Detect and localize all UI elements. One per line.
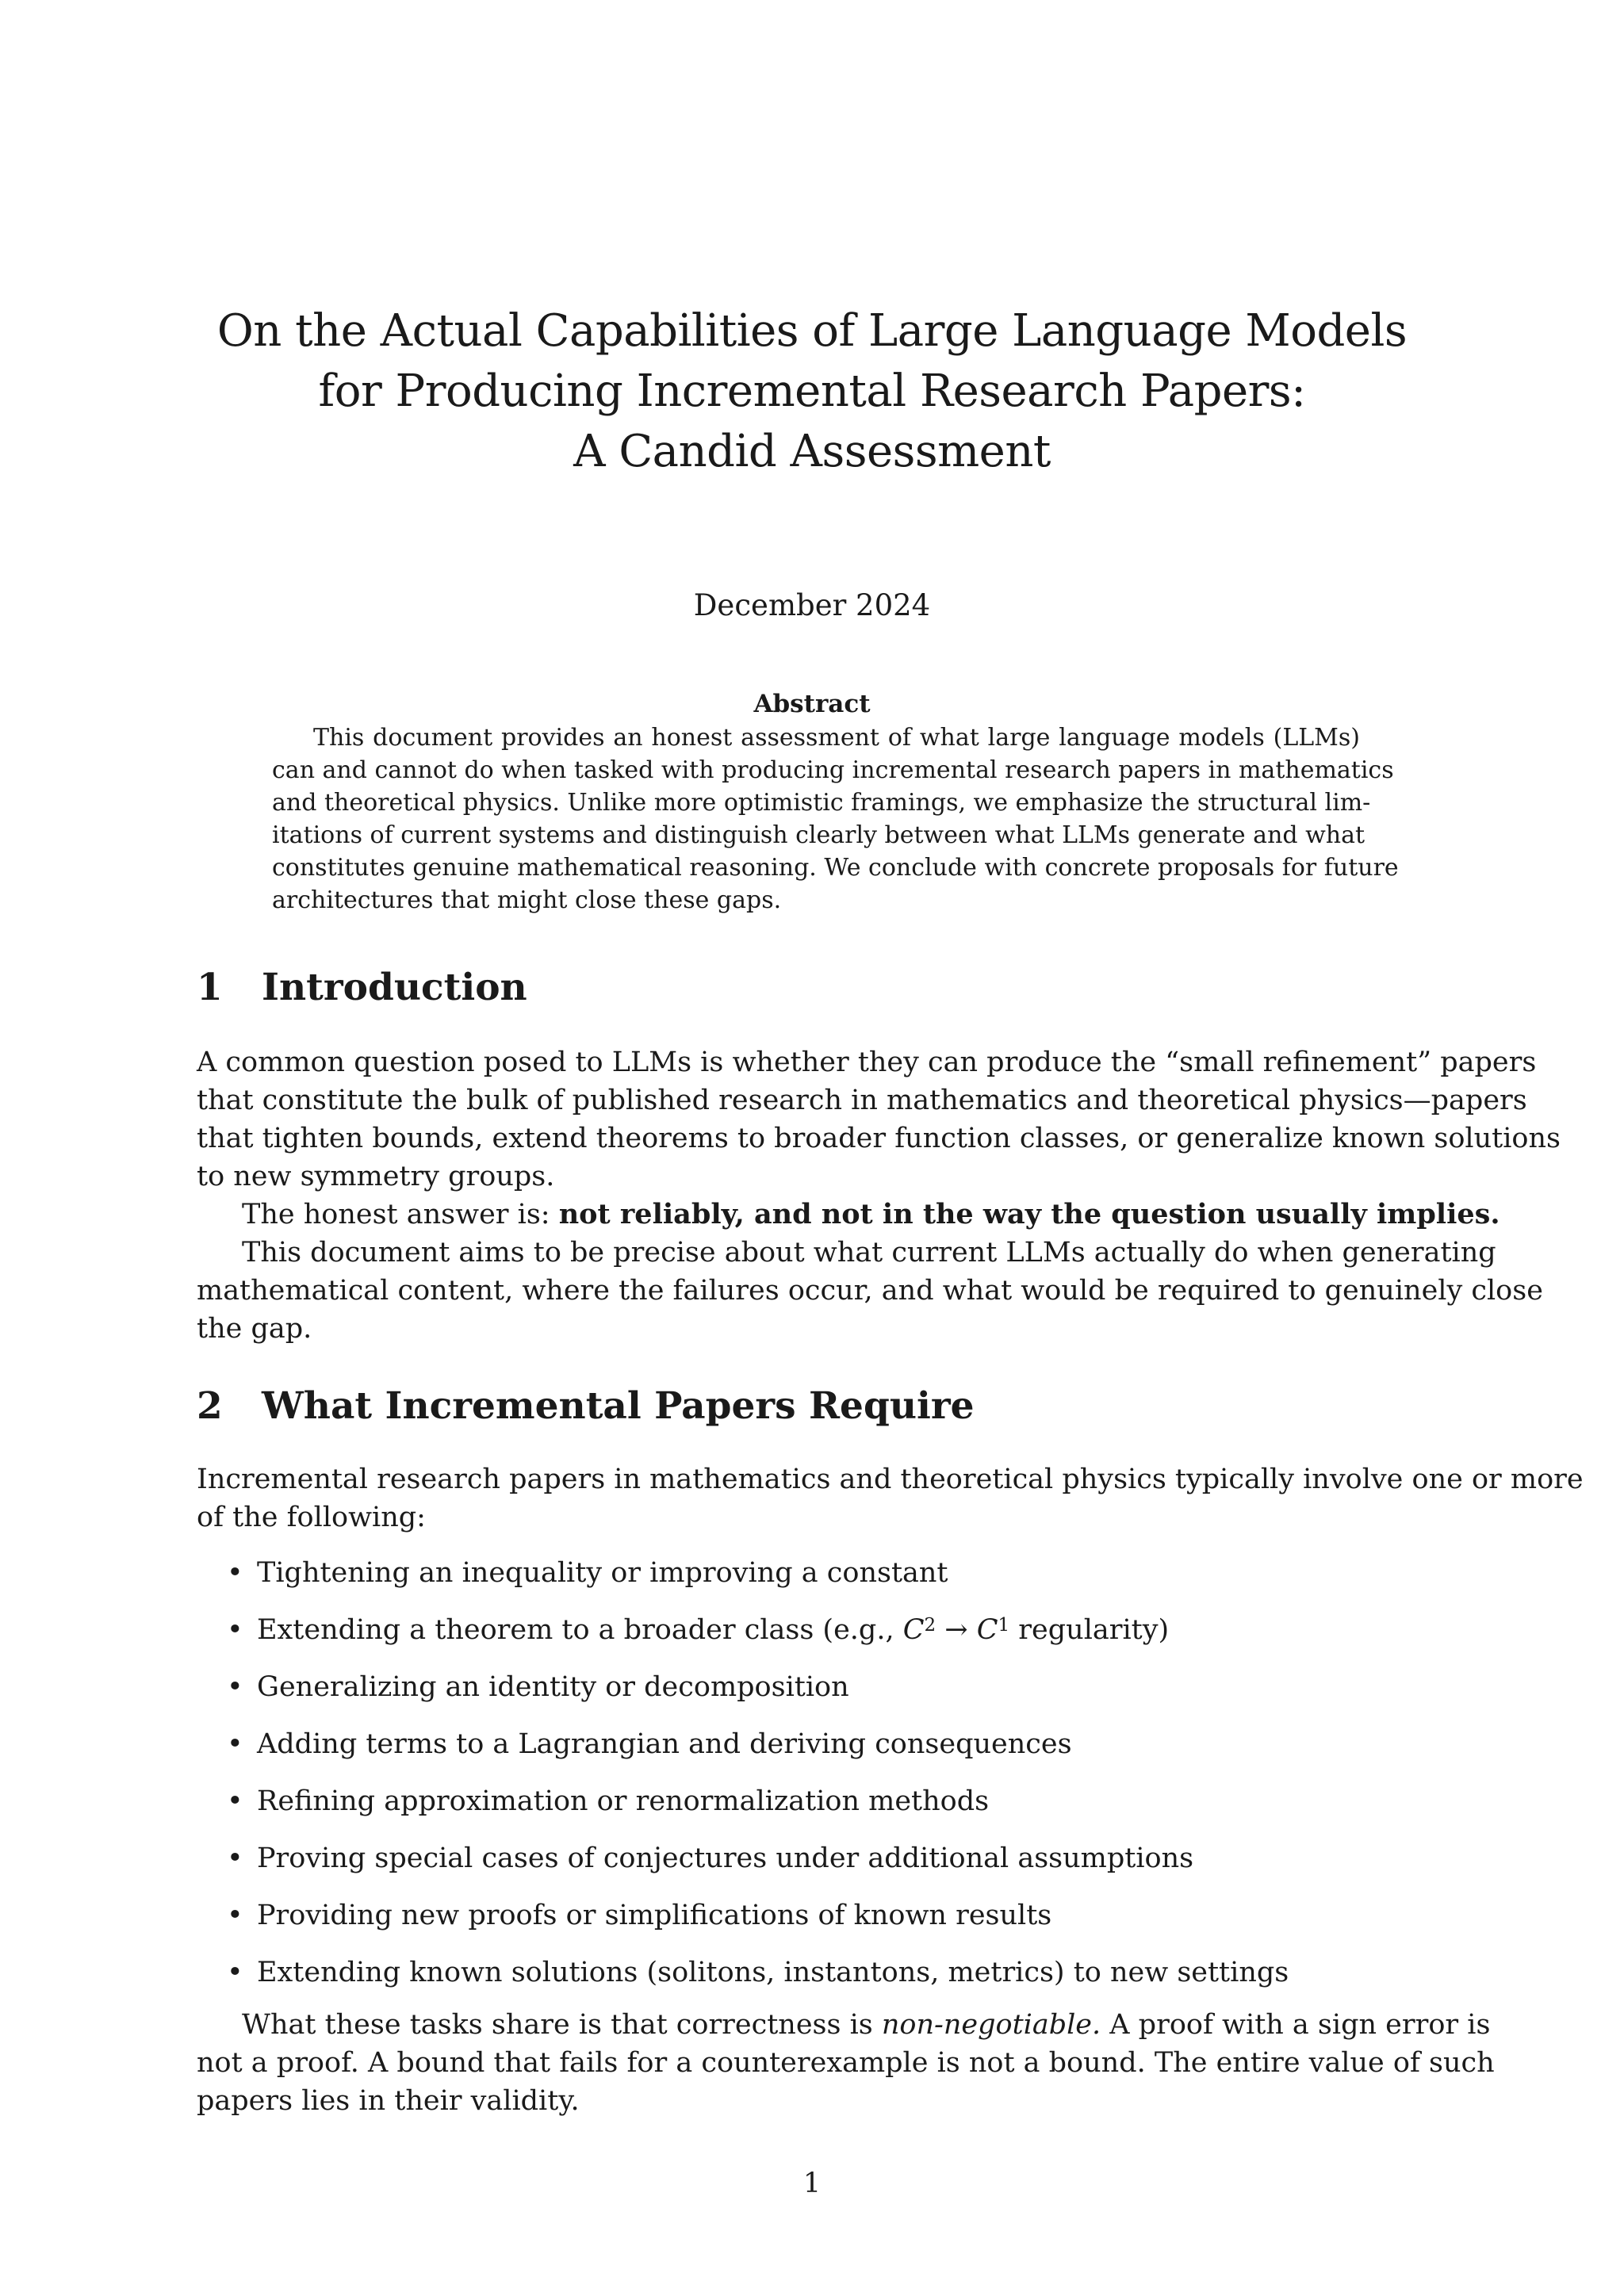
list-item-text: Refining approximation or renormalization methods bbox=[257, 1785, 990, 1817]
list-item-text: Extending known solutions (solitons, instantons, metrics) to new settings bbox=[257, 1957, 1289, 1988]
list-item-text bbox=[257, 1611, 1169, 1649]
title-line-2: for Producing Incremental Research Papers: bbox=[318, 365, 1306, 417]
math-c: C bbox=[976, 1614, 998, 1646]
closing-emphasis: non-negotiable. bbox=[881, 2009, 1101, 2041]
math-c: C bbox=[902, 1614, 925, 1646]
abstract-line: constitutes genuine mathematical reasoning. We conclude with concrete proposals for future bbox=[272, 854, 1399, 882]
text-line: not a proof. A bound that fails for a counterexample is not a bound. The entire value of such bbox=[197, 2047, 1495, 2079]
abstract-line: architectures that might close these gaps. bbox=[272, 886, 782, 914]
abstract-line: This document provides an honest assessment of what large language models (LLMs) bbox=[313, 724, 1360, 752]
paper-date: December 2024 bbox=[693, 588, 931, 622]
text-line: that constitute the bulk of published research in mathematics and theoretical physics—papers bbox=[197, 1085, 1527, 1116]
bullet-icon: • bbox=[227, 1900, 243, 1931]
closing-prefix: What these tasks share is that correctness is bbox=[242, 2009, 882, 2041]
section-heading-requirements bbox=[197, 1384, 975, 1429]
math-arrow: → bbox=[944, 1614, 968, 1646]
text-line: of the following: bbox=[197, 1502, 426, 1533]
text-line: to new symmetry groups. bbox=[197, 1161, 555, 1192]
section-number: 2 bbox=[197, 1384, 223, 1428]
math-sup: 2 bbox=[924, 1615, 936, 1636]
text-line: Incremental research papers in mathematics and theoretical physics typically involve one or more bbox=[197, 1464, 1584, 1495]
text-line: papers lies in their validity. bbox=[197, 2085, 580, 2117]
section-heading-introduction bbox=[197, 966, 527, 1010]
closing-suffix: A proof with a sign error is bbox=[1101, 2009, 1491, 2041]
abstract-line: can and cannot do when tasked with producing incremental research papers in mathematics bbox=[272, 756, 1394, 784]
text-line: that tighten bounds, extend theorems to broader function classes, or generalize known solutions bbox=[197, 1123, 1561, 1154]
list-item-text: Providing new proofs or simplifications of known results bbox=[257, 1900, 1052, 1931]
title-line-3: A Candid Assessment bbox=[573, 426, 1051, 477]
list-item-text: Generalizing an identity or decomposition bbox=[257, 1671, 849, 1703]
intro-paragraph-2 bbox=[197, 1196, 1500, 1234]
text-line: mathematical content, where the failures occur, and what would be required to genuinely close bbox=[197, 1275, 1543, 1307]
text-line bbox=[197, 2006, 1491, 2044]
answer-prefix: The honest answer is: bbox=[242, 1199, 559, 1230]
list-item-text: Proving special cases of conjectures under additional assumptions bbox=[257, 1843, 1194, 1874]
paper-title bbox=[0, 301, 1624, 482]
math-sup: 1 bbox=[998, 1615, 1010, 1636]
bullet-icon: • bbox=[227, 1785, 243, 1817]
bullet-icon: • bbox=[227, 1614, 243, 1646]
text-line: This document aims to be precise about what current LLMs actually do when generating bbox=[242, 1237, 1496, 1269]
list-item-text: Adding terms to a Lagrangian and deriving consequences bbox=[257, 1728, 1072, 1760]
abstract-heading: Abstract bbox=[753, 690, 871, 718]
requirements-closing bbox=[197, 2006, 1495, 2120]
text-line bbox=[197, 1196, 1500, 1234]
section-number: 1 bbox=[197, 966, 223, 1009]
abstract-line: itations of current systems and distinguish clearly between what LLMs generate and what bbox=[272, 821, 1365, 849]
bullet-icon: • bbox=[227, 1957, 243, 1988]
list-item-text: Tightening an inequality or improving a constant bbox=[257, 1557, 948, 1589]
text-line: A common question posed to LLMs is whether they can produce the “small refinement” papers bbox=[197, 1047, 1537, 1078]
bullet-icon: • bbox=[227, 1843, 243, 1874]
section-title: What Incremental Papers Require bbox=[262, 1384, 975, 1428]
intro-paragraph-3 bbox=[197, 1234, 1543, 1348]
answer-emphasis: not reliably, and not in the way the question usually implies. bbox=[558, 1198, 1500, 1230]
bullet-icon: • bbox=[227, 1557, 243, 1589]
title-line-1: On the Actual Capabilities of Large Language Models bbox=[216, 305, 1408, 357]
list-item-text-part: Extending a theorem to a broader class (e.g., bbox=[257, 1614, 903, 1646]
page-number: 1 bbox=[802, 2168, 822, 2199]
list-item-text-part: regularity) bbox=[1009, 1614, 1170, 1646]
bullet-icon: • bbox=[227, 1671, 243, 1703]
abstract-body bbox=[272, 721, 1399, 916]
requirements-intro bbox=[197, 1460, 1584, 1536]
bullet-icon: • bbox=[227, 1728, 243, 1760]
intro-paragraph-1 bbox=[197, 1043, 1561, 1196]
abstract-line: and theoretical physics. Unlike more optimistic framings, we emphasize the structural lim- bbox=[272, 789, 1371, 817]
section-title: Introduction bbox=[262, 966, 527, 1009]
text-line: the gap. bbox=[197, 1313, 312, 1345]
